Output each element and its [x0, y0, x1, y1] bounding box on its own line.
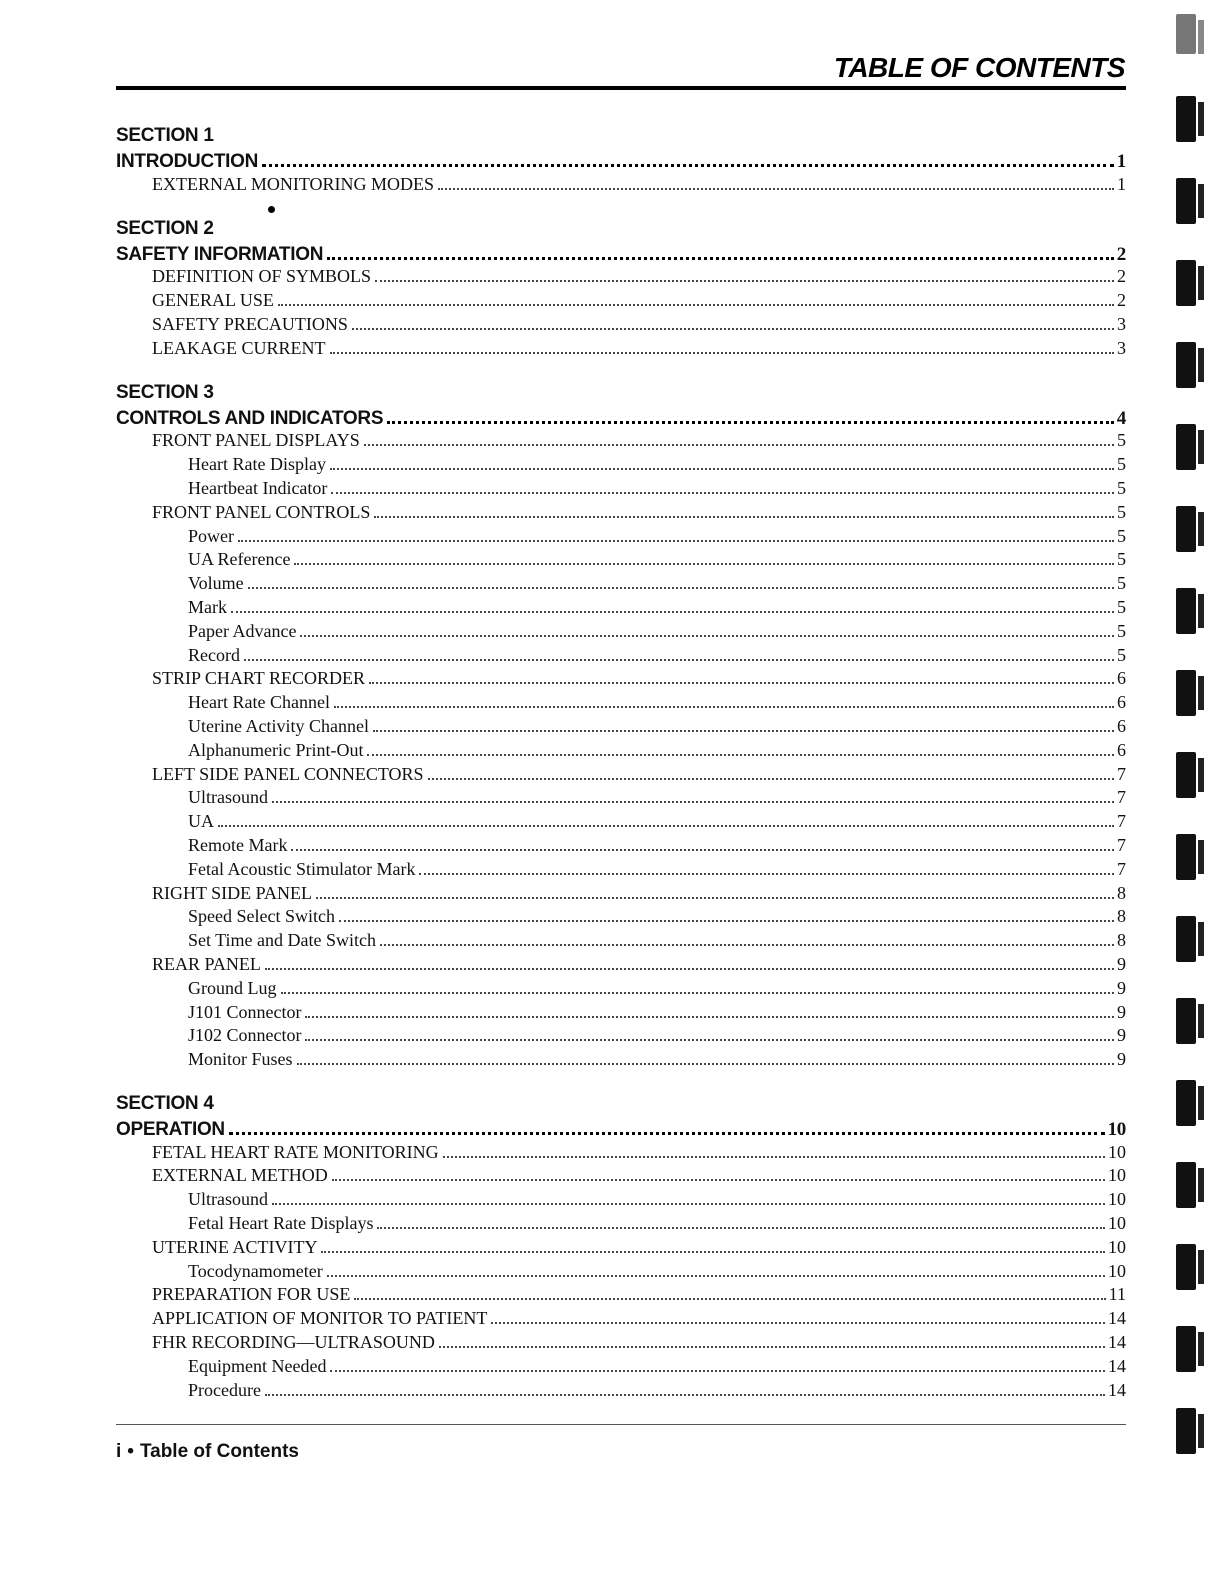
toc-section: [116, 124, 1126, 196]
entry-page-number: 5: [1117, 430, 1126, 451]
entry-title: PREPARATION FOR USE: [152, 1284, 351, 1305]
dot-leader: [294, 547, 1114, 565]
toc-entry[interactable]: [116, 1378, 1126, 1402]
dot-leader: [305, 1000, 1114, 1018]
entry-page-number: 5: [1117, 596, 1126, 617]
entry-page-number: 10: [1108, 1260, 1126, 1281]
edge-mark: [1176, 424, 1196, 470]
toc-entry[interactable]: [116, 571, 1126, 595]
entry-page-number: 10: [1108, 1213, 1126, 1234]
dot-leader: [367, 738, 1114, 756]
dot-leader: [297, 1047, 1114, 1065]
entry-page-number: 14: [1108, 1332, 1126, 1353]
entry-page-number: 9: [1117, 1001, 1126, 1022]
entry-page-number: 7: [1117, 787, 1126, 808]
entry-page-number: 14: [1108, 1355, 1126, 1376]
entry-title: Power: [188, 525, 234, 546]
entry-page-number: 5: [1117, 501, 1126, 522]
dot-leader: [334, 690, 1114, 708]
dot-leader: [231, 595, 1114, 613]
edge-mark: [1176, 1408, 1196, 1454]
entry-title: RIGHT SIDE PANEL: [152, 882, 313, 903]
entry-title: GENERAL USE: [152, 290, 274, 311]
toc-entry[interactable]: [116, 976, 1126, 1000]
entry-title: EXTERNAL METHOD: [152, 1165, 328, 1186]
toc-entry[interactable]: [116, 1282, 1126, 1306]
entry-title: FETAL HEART RATE MONITORING: [152, 1141, 439, 1162]
entry-page-number: 3: [1117, 313, 1126, 334]
toc-entry[interactable]: [116, 857, 1126, 881]
dot-leader: [373, 714, 1114, 732]
toc-entry[interactable]: [116, 1047, 1126, 1071]
dot-leader: [339, 904, 1114, 922]
edge-mark: [1176, 342, 1196, 388]
edge-mark: [1176, 260, 1196, 306]
entry-page-number: 5: [1117, 454, 1126, 475]
entry-page-number: 3: [1117, 337, 1126, 358]
footer-separator: •: [127, 1441, 134, 1462]
toc-section: [116, 381, 1126, 1071]
entry-page-number: 7: [1117, 858, 1126, 879]
toc-chapter-entry[interactable]: [116, 148, 1126, 172]
entry-page-number: 14: [1108, 1308, 1126, 1329]
dot-leader: [375, 264, 1114, 282]
toc-chapter-entry[interactable]: [116, 405, 1126, 429]
toc-entry[interactable]: [116, 904, 1126, 928]
dot-leader: [331, 476, 1114, 494]
dot-leader: [374, 500, 1114, 518]
entry-page-number: 10: [1108, 1165, 1126, 1186]
toc-entry[interactable]: [116, 785, 1126, 809]
entry-title: Uterine Activity Channel: [188, 715, 369, 736]
entry-page-number: 6: [1117, 668, 1126, 689]
section-label: SECTION 4: [116, 1092, 214, 1114]
toc-entry[interactable]: [116, 1235, 1126, 1259]
footer-rule: [116, 1424, 1126, 1425]
entry-page-number: 1: [1116, 151, 1126, 172]
entry-title: FRONT PANEL DISPLAYS: [152, 430, 360, 451]
entry-page-number: 7: [1117, 811, 1126, 832]
edge-mark: [1176, 14, 1196, 54]
entry-title: SAFETY PRECAUTIONS: [152, 313, 348, 334]
dot-leader: [387, 405, 1114, 424]
toc-entry[interactable]: [116, 643, 1126, 667]
entry-title: LEAKAGE CURRENT: [152, 337, 326, 358]
entry-title: Heart Rate Channel: [188, 692, 330, 713]
toc-entry[interactable]: [116, 1187, 1126, 1211]
entry-title: DEFINITION OF SYMBOLS: [152, 266, 372, 287]
entry-title: Monitor Fuses: [188, 1049, 293, 1070]
entry-title: REAR PANEL: [152, 953, 261, 974]
dot-leader: [330, 336, 1115, 354]
entry-page-number: 6: [1117, 692, 1126, 713]
edge-mark: [1176, 1244, 1196, 1290]
toc-entry[interactable]: [116, 288, 1126, 312]
entry-page-number: 8: [1117, 930, 1126, 951]
dot-leader: [272, 785, 1114, 803]
entry-title: EXTERNAL MONITORING MODES: [152, 173, 434, 194]
dot-leader: [316, 881, 1114, 899]
entry-page-number: 5: [1117, 573, 1126, 594]
dot-leader: [248, 571, 1114, 589]
entry-title: Alphanumeric Print-Out: [188, 739, 364, 760]
edge-mark: [1176, 670, 1196, 716]
toc-entry[interactable]: [116, 336, 1126, 360]
toc-entry[interactable]: [116, 1211, 1126, 1235]
toc-entry[interactable]: [116, 500, 1126, 524]
dot-leader: [244, 643, 1114, 661]
entry-page-number: 5: [1117, 477, 1126, 498]
edge-mark: [1176, 588, 1196, 634]
dot-leader: [327, 1259, 1105, 1277]
dot-leader: [352, 312, 1114, 330]
table-of-contents: [116, 124, 1126, 1422]
entry-title: Heart Rate Display: [188, 454, 326, 475]
entry-title: Fetal Acoustic Stimulator Mark: [188, 858, 416, 879]
page-title: TABLE OF CONTENTS: [833, 52, 1125, 83]
toc-entry[interactable]: [116, 1140, 1126, 1164]
dot-leader: [428, 762, 1114, 780]
entry-title: FRONT PANEL CONTROLS: [152, 501, 371, 522]
edge-mark: [1176, 1326, 1196, 1372]
entry-title: Tocodynamometer: [188, 1260, 323, 1281]
toc-entry[interactable]: [116, 428, 1126, 452]
entry-page-number: 7: [1117, 834, 1126, 855]
entry-title: Record: [188, 644, 240, 665]
toc-entry[interactable]: [116, 881, 1126, 905]
edge-mark: [1176, 1162, 1196, 1208]
dot-leader: [218, 809, 1114, 827]
toc-entry[interactable]: [116, 172, 1126, 196]
edge-mark: [1176, 916, 1196, 962]
dot-leader: [300, 619, 1114, 637]
edge-mark: [1176, 998, 1196, 1044]
entry-title: J102 Connector: [188, 1025, 302, 1046]
dot-leader: [229, 1116, 1105, 1135]
entry-page-number: 10: [1108, 1141, 1126, 1162]
entry-page-number: 2: [1117, 290, 1126, 311]
dot-leader: [364, 428, 1114, 446]
entry-title: LEFT SIDE PANEL CONNECTORS: [152, 763, 424, 784]
entry-page-number: 10: [1108, 1236, 1126, 1257]
dot-leader: [330, 452, 1114, 470]
toc-entry[interactable]: [116, 1259, 1126, 1283]
entry-page-number: 6: [1117, 739, 1126, 760]
dot-leader: [281, 976, 1115, 994]
entry-page-number: 6: [1117, 715, 1126, 736]
toc-entry[interactable]: [116, 1000, 1126, 1024]
entry-page-number: 5: [1117, 620, 1126, 641]
entry-page-number: 2: [1116, 243, 1126, 265]
toc-entry[interactable]: [116, 264, 1126, 288]
dot-leader: [327, 241, 1114, 260]
entry-page-number: 14: [1108, 1379, 1126, 1400]
dot-leader: [419, 857, 1114, 875]
section-label: SECTION 2: [116, 217, 214, 239]
dot-leader: [377, 1211, 1105, 1229]
footer-page-numeral: i: [116, 1441, 122, 1462]
entry-title: SAFETY INFORMATION: [116, 243, 324, 265]
entry-title: Equipment Needed: [188, 1355, 327, 1376]
entry-title: CONTROLS AND INDICATORS: [116, 407, 384, 429]
dot-leader: [354, 1282, 1105, 1300]
toc-entry[interactable]: [116, 952, 1126, 976]
edge-mark: [1176, 178, 1196, 224]
toc-entry[interactable]: [116, 1163, 1126, 1187]
toc-entry[interactable]: [116, 809, 1126, 833]
toc-entry[interactable]: [116, 928, 1126, 952]
edge-mark: [1176, 506, 1196, 552]
entry-title: Volume: [188, 573, 244, 594]
entry-title: Procedure: [188, 1379, 261, 1400]
dot-leader: [278, 288, 1114, 306]
entry-title: UA Reference: [188, 549, 291, 570]
dot-leader: [265, 952, 1114, 970]
entry-page-number: 9: [1117, 1049, 1126, 1070]
page-footer: [116, 1441, 299, 1463]
entry-title: FHR RECORDING—ULTRASOUND: [152, 1332, 435, 1353]
entry-title: STRIP CHART RECORDER: [152, 668, 365, 689]
entry-title: Ultrasound: [188, 1189, 268, 1210]
entry-page-number: 9: [1117, 977, 1126, 998]
entry-page-number: 5: [1117, 644, 1126, 665]
toc-entry[interactable]: [116, 666, 1126, 690]
edge-mark: [1176, 96, 1196, 142]
dot-leader: [369, 666, 1114, 684]
edge-mark: [1176, 834, 1196, 880]
entry-page-number: 7: [1117, 763, 1126, 784]
entry-title: Ground Lug: [188, 977, 277, 998]
entry-page-number: 9: [1117, 1025, 1126, 1046]
entry-page-number: 11: [1108, 1284, 1126, 1305]
toc-entry[interactable]: [116, 524, 1126, 548]
toc-entry[interactable]: [116, 714, 1126, 738]
toc-entry[interactable]: [116, 738, 1126, 762]
toc-entry[interactable]: [116, 595, 1126, 619]
dot-leader: [321, 1235, 1105, 1253]
entry-title: Fetal Heart Rate Displays: [188, 1213, 374, 1234]
toc-entry[interactable]: [116, 547, 1126, 571]
section-label: SECTION 3: [116, 381, 214, 403]
header-rule: [116, 86, 1126, 90]
toc-entry[interactable]: [116, 476, 1126, 500]
entry-title: UA: [188, 811, 214, 832]
entry-page-number: 2: [1117, 266, 1126, 287]
stray-mark: [268, 206, 275, 213]
dot-leader: [272, 1187, 1105, 1205]
entry-title: Remote Mark: [188, 834, 288, 855]
entry-page-number: 1: [1117, 173, 1126, 194]
toc-chapter-entry[interactable]: [116, 241, 1126, 265]
footer-label: Table of Contents: [139, 1441, 299, 1462]
toc-entry[interactable]: [116, 619, 1126, 643]
toc-entry[interactable]: [116, 452, 1126, 476]
edge-mark: [1176, 1080, 1196, 1126]
edge-mark: [1176, 752, 1196, 798]
entry-page-number: 5: [1117, 525, 1126, 546]
dot-leader: [380, 928, 1114, 946]
toc-entry[interactable]: [116, 833, 1126, 857]
entry-title: Heartbeat Indicator: [188, 477, 328, 498]
dot-leader: [291, 833, 1114, 851]
entry-page-number: 4: [1116, 407, 1126, 429]
dot-leader: [443, 1140, 1105, 1158]
entry-title: J101 Connector: [188, 1001, 302, 1022]
toc-chapter-entry[interactable]: [116, 1116, 1126, 1140]
entry-page-number: 9: [1117, 953, 1126, 974]
entry-page-number: 10: [1108, 1189, 1126, 1210]
toc-entry[interactable]: [116, 690, 1126, 714]
entry-title: APPLICATION OF MONITOR TO PATIENT: [152, 1308, 488, 1329]
toc-entry[interactable]: [116, 762, 1126, 786]
entry-title: Ultrasound: [188, 787, 268, 808]
toc-entry[interactable]: [116, 1330, 1126, 1354]
entry-page-number: 8: [1117, 906, 1126, 927]
toc-section: [116, 217, 1126, 360]
entry-title: OPERATION: [116, 1118, 225, 1140]
entry-page-number: 5: [1117, 549, 1126, 570]
entry-title: Mark: [188, 596, 227, 617]
entry-page-number: 10: [1107, 1118, 1126, 1140]
entry-title: Speed Select Switch: [188, 906, 335, 927]
dot-leader: [332, 1163, 1105, 1181]
dot-leader: [438, 172, 1114, 190]
dot-leader: [265, 1378, 1105, 1396]
entry-title: Paper Advance: [188, 620, 297, 641]
dot-leader: [238, 524, 1114, 542]
binding-edge-marks: [1176, 14, 1216, 1494]
dot-leader: [262, 148, 1114, 167]
toc-entry[interactable]: [116, 312, 1126, 336]
entry-page-number: 8: [1117, 882, 1126, 903]
entry-title: Set Time and Date Switch: [188, 930, 376, 951]
toc-entry[interactable]: [116, 1023, 1126, 1047]
entry-title: UTERINE ACTIVITY: [152, 1236, 318, 1257]
dot-leader: [491, 1306, 1105, 1324]
toc-entry[interactable]: [116, 1306, 1126, 1330]
section-label: SECTION 1: [116, 125, 214, 146]
toc-section: [116, 1092, 1126, 1402]
dot-leader: [305, 1023, 1114, 1041]
entry-title: INTRODUCTION: [116, 151, 259, 172]
dot-leader: [330, 1354, 1105, 1372]
toc-entry[interactable]: [116, 1354, 1126, 1378]
dot-leader: [439, 1330, 1105, 1348]
